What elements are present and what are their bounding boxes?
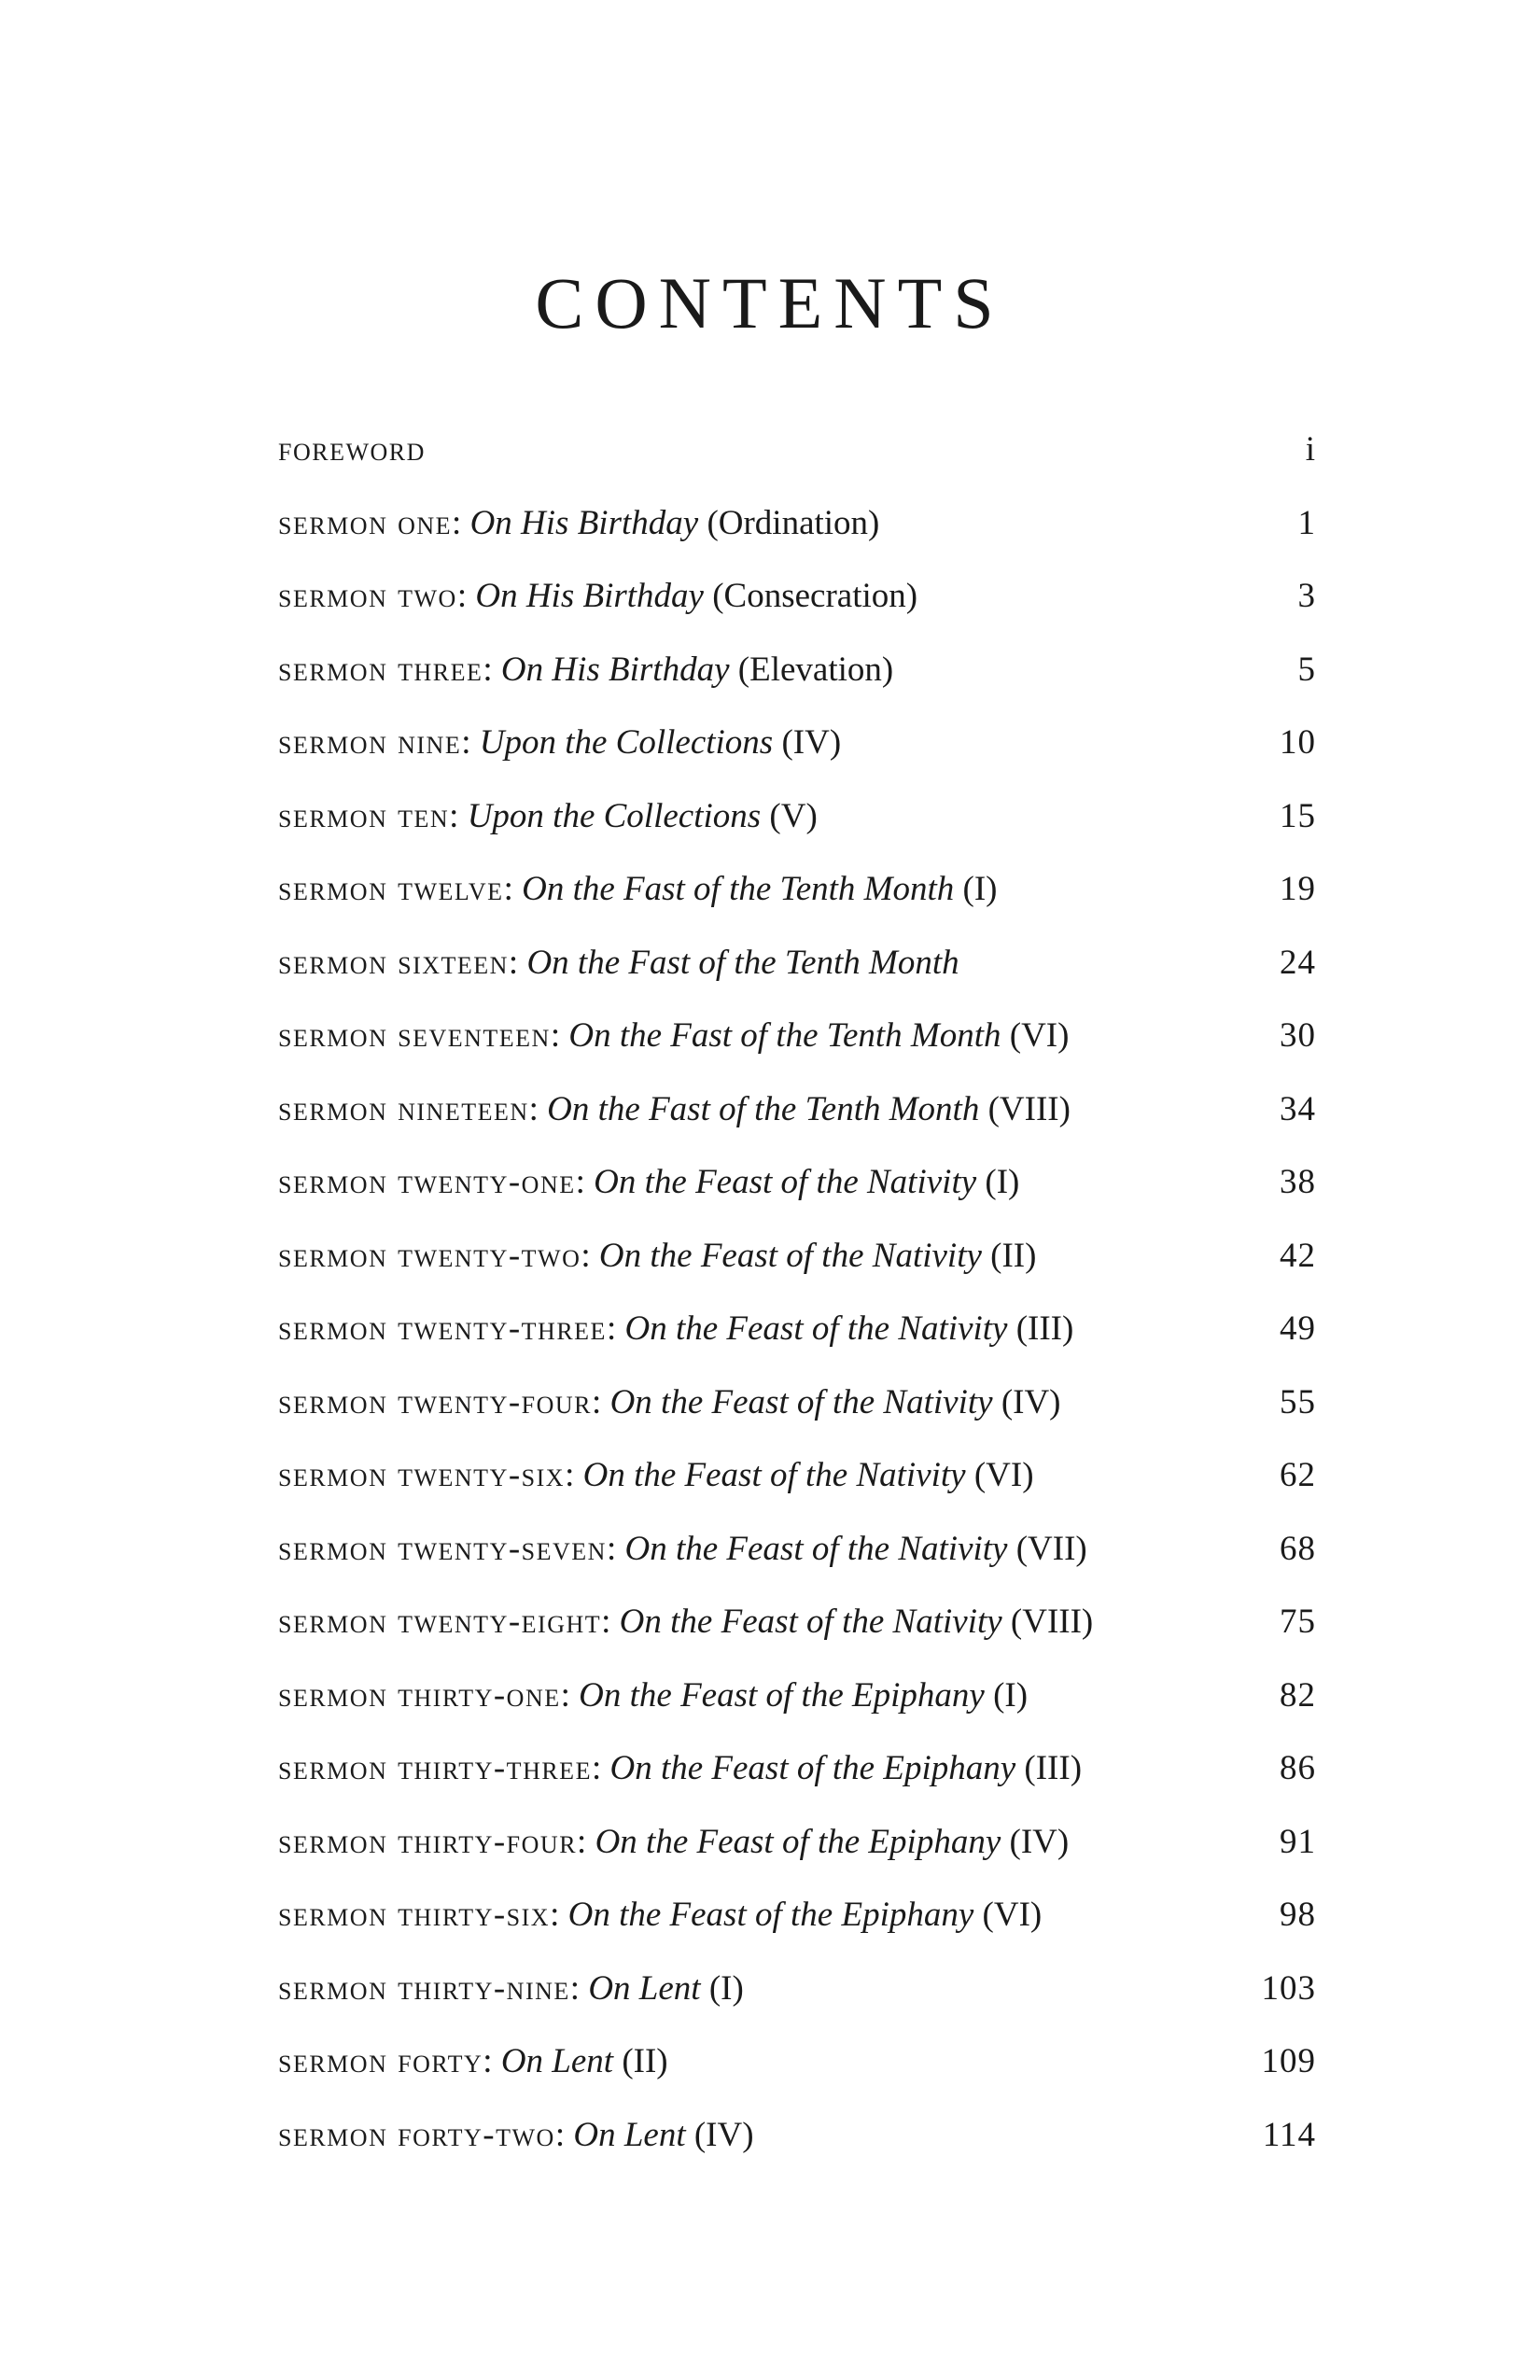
entry-separator: :: [554, 2115, 574, 2154]
entry-page-number: i: [1305, 430, 1316, 469]
entry-label: sermon thirty-nine: [278, 1968, 570, 2008]
entry-title: Upon the Collections: [467, 796, 762, 835]
entry-title: On the Fast of the Tenth Month: [547, 1089, 980, 1128]
entry-title: On the Feast of the Nativity: [624, 1309, 1008, 1348]
entry-page-number: 38: [1280, 1163, 1316, 1201]
entry-text: [278, 1236, 1036, 1276]
entry-page-number: 82: [1280, 1675, 1316, 1715]
entry-text: [278, 2041, 668, 2081]
entry-separator: :: [550, 1016, 569, 1055]
entry-page-number: 1: [1297, 503, 1316, 542]
entry-title: On the Feast of the Epiphany: [609, 1749, 1016, 1787]
entry-title: On the Fast of the Tenth Month: [522, 870, 955, 908]
entry-separator: :: [456, 577, 476, 615]
entry-separator: :: [508, 943, 527, 982]
entry-label: sermon three: [278, 650, 483, 689]
page-title: CONTENTS: [535, 262, 1005, 343]
toc-entry[interactable]: [278, 2041, 1316, 2115]
entry-text: [278, 1162, 1019, 1202]
entry-suffix: (I): [700, 1968, 744, 2008]
entry-title: On His Birthday: [469, 503, 699, 542]
entry-text: [278, 1822, 1069, 1862]
entry-suffix: (VIII): [1001, 1603, 1094, 1641]
entry-page-number: 98: [1280, 1896, 1316, 1934]
entry-title: On the Fast of the Tenth Month: [568, 1016, 1001, 1055]
entry-text: [278, 1455, 1034, 1495]
entry-text: [278, 2115, 754, 2155]
entry-label: sermon twelve: [278, 870, 504, 908]
entry-label: sermon forty-two: [278, 2115, 555, 2154]
entry-suffix: (VIII): [979, 1089, 1071, 1128]
entry-label: sermon nineteen: [278, 1089, 529, 1128]
toc-entry[interactable]: [278, 1529, 1316, 1603]
toc-entry[interactable]: [278, 1602, 1316, 1675]
toc-entry[interactable]: [278, 1822, 1316, 1896]
entry-page-number: 5: [1297, 650, 1316, 689]
entry-text: [278, 1748, 1082, 1788]
entry-suffix: (IV): [773, 723, 842, 762]
entry-page-number: 109: [1261, 2042, 1316, 2080]
entry-title: On Lent: [588, 1968, 701, 2008]
entry-separator: :: [592, 1382, 610, 1421]
entry-page-number: 30: [1280, 1016, 1316, 1055]
entry-title: On the Feast of the Epiphany: [595, 1822, 1001, 1861]
entry-title: On Lent: [500, 2042, 614, 2080]
entry-suffix: (I): [976, 1163, 1020, 1201]
toc-entry[interactable]: [278, 1162, 1316, 1236]
entry-title: On the Feast of the Epiphany: [579, 1675, 985, 1715]
entry-separator: :: [575, 1163, 595, 1201]
entry-suffix: (VI): [965, 1456, 1034, 1494]
entry-label: sermon ten: [278, 796, 450, 835]
entry-suffix: (VI): [1001, 1016, 1070, 1055]
entry-page-number: 19: [1280, 870, 1316, 908]
entry-separator: :: [483, 650, 501, 689]
toc-entry[interactable]: [278, 1382, 1316, 1456]
entry-page-number: 86: [1280, 1749, 1316, 1787]
toc-entry[interactable]: [278, 943, 1316, 1016]
entry-separator: :: [503, 870, 523, 908]
entry-title: On the Feast of the Nativity: [598, 1236, 982, 1275]
entry-text: [278, 1675, 1028, 1715]
entry-label: sermon twenty-seven: [278, 1529, 607, 1568]
entry-label: sermon thirty-six: [278, 1896, 551, 1934]
toc-entry[interactable]: [278, 1675, 1316, 1749]
toc-entry[interactable]: [278, 650, 1316, 723]
entry-label: sermon seventeen: [278, 1016, 551, 1055]
entry-separator: :: [591, 1749, 610, 1787]
entry-suffix: (Ordination): [698, 503, 880, 542]
entry-page-number: 55: [1280, 1382, 1316, 1421]
entry-page-number: 15: [1280, 796, 1316, 835]
entry-text: [278, 943, 959, 983]
entry-title: On the Fast of the Tenth Month: [526, 943, 959, 982]
entry-title: On Lent: [573, 2115, 686, 2154]
toc-entry[interactable]: [278, 869, 1316, 943]
entry-separator: :: [483, 2042, 501, 2080]
entry-page-number: 114: [1262, 2115, 1316, 2154]
entry-text: [278, 429, 426, 469]
entry-text: [278, 1382, 1061, 1422]
entry-separator: :: [550, 1896, 568, 1934]
entry-title: On the Feast of the Epiphany: [567, 1896, 974, 1934]
entry-page-number: 34: [1280, 1089, 1316, 1128]
toc-entry[interactable]: [278, 1895, 1316, 1968]
entry-page-number: 42: [1280, 1236, 1316, 1275]
entry-suffix: (II): [981, 1236, 1037, 1275]
entry-label: sermon thirty-three: [278, 1749, 592, 1787]
entry-suffix: (IV): [1001, 1822, 1070, 1861]
toc-entry[interactable]: [278, 576, 1316, 650]
entry-separator: :: [601, 1603, 620, 1641]
entry-page-number: 75: [1280, 1603, 1316, 1641]
entry-suffix: (IV): [685, 2115, 754, 2154]
entry-separator: :: [569, 1968, 589, 2008]
entry-separator: :: [581, 1236, 599, 1275]
toc-entry[interactable]: [278, 1309, 1316, 1382]
entry-label: sermon sixteen: [278, 943, 509, 982]
entry-page-number: 24: [1280, 943, 1316, 982]
toc-entry[interactable]: [278, 2115, 1316, 2189]
entry-title: On the Feast of the Nativity: [609, 1382, 993, 1421]
entry-separator: :: [560, 1675, 580, 1715]
entry-text: [278, 1015, 1069, 1056]
toc-entry[interactable]: [278, 1089, 1316, 1163]
toc-entry[interactable]: [278, 1455, 1316, 1529]
entry-label: sermon two: [278, 577, 457, 615]
entry-title: On the Feast of the Nativity: [624, 1529, 1008, 1568]
entry-separator: :: [461, 723, 480, 762]
toc-entry[interactable]: [278, 503, 1316, 577]
entry-label: sermon thirty-one: [278, 1675, 561, 1715]
entry-label: sermon twenty-two: [278, 1236, 581, 1275]
entry-label: sermon forty: [278, 2042, 483, 2080]
entry-suffix: (V): [761, 796, 818, 835]
entry-label: sermon twenty-six: [278, 1456, 566, 1494]
toc-entry[interactable]: [278, 1748, 1316, 1822]
entry-page-number: 62: [1280, 1456, 1316, 1494]
entry-text: [278, 650, 893, 690]
entry-suffix: (II): [613, 2042, 668, 2080]
entry-title: On His Birthday: [500, 650, 730, 689]
entry-title: On the Feast of the Nativity: [594, 1163, 977, 1201]
entry-separator: :: [606, 1309, 625, 1348]
entry-suffix: (VI): [973, 1896, 1043, 1934]
entry-page-number: 49: [1280, 1309, 1316, 1348]
entry-separator: :: [449, 796, 468, 835]
entry-suffix: (III): [1007, 1309, 1074, 1348]
entry-text: [278, 576, 917, 616]
entry-text: [278, 1602, 1093, 1642]
toc-entry[interactable]: [278, 1015, 1316, 1089]
entry-separator: :: [452, 503, 470, 542]
entry-title: Upon the Collections: [479, 723, 774, 762]
entry-title: On His Birthday: [475, 577, 704, 615]
entry-label: sermon twenty-four: [278, 1382, 593, 1421]
entry-suffix: (Consecration): [703, 577, 918, 615]
entry-suffix: (Elevation): [729, 650, 894, 689]
entry-text: [278, 1895, 1042, 1935]
entry-page-number: 103: [1261, 1968, 1316, 2008]
entry-label: sermon nine: [278, 723, 462, 762]
entry-page-number: 91: [1280, 1822, 1316, 1861]
entry-text: [278, 1309, 1073, 1349]
entry-label: sermon one: [278, 503, 453, 542]
entry-label: sermon twenty-three: [278, 1309, 607, 1348]
entry-separator: :: [577, 1822, 595, 1861]
entry-label: foreword: [278, 430, 426, 469]
toc-entry[interactable]: [278, 796, 1316, 870]
toc-entry[interactable]: [278, 429, 1316, 503]
entry-label: sermon twenty-one: [278, 1163, 576, 1201]
entry-label: sermon thirty-four: [278, 1822, 578, 1861]
toc-entry[interactable]: [278, 722, 1316, 796]
entry-separator: :: [565, 1456, 583, 1494]
entry-text: [278, 722, 841, 763]
entry-text: [278, 796, 818, 836]
toc-entry[interactable]: [278, 1968, 1316, 2042]
entry-suffix: (IV): [992, 1382, 1061, 1421]
entry-separator: :: [606, 1529, 625, 1568]
entry-page-number: 3: [1297, 577, 1316, 615]
entry-suffix: (VII): [1007, 1529, 1087, 1568]
entry-text: [278, 503, 879, 543]
entry-title: On the Feast of the Nativity: [619, 1603, 1002, 1641]
table-of-contents: [278, 429, 1316, 2188]
entry-text: [278, 1529, 1087, 1569]
entry-page-number: 68: [1280, 1529, 1316, 1568]
entry-title: On the Feast of the Nativity: [582, 1456, 966, 1494]
entry-page-number: 10: [1280, 723, 1316, 762]
toc-entry[interactable]: [278, 1236, 1316, 1309]
entry-separator: :: [528, 1089, 548, 1128]
entry-text: [278, 1089, 1071, 1129]
entry-text: [278, 869, 997, 909]
entry-suffix: (III): [1015, 1749, 1083, 1787]
entry-text: [278, 1968, 744, 2009]
entry-suffix: (I): [954, 870, 998, 908]
entry-suffix: (I): [984, 1675, 1029, 1715]
entry-label: sermon twenty-eight: [278, 1603, 602, 1641]
